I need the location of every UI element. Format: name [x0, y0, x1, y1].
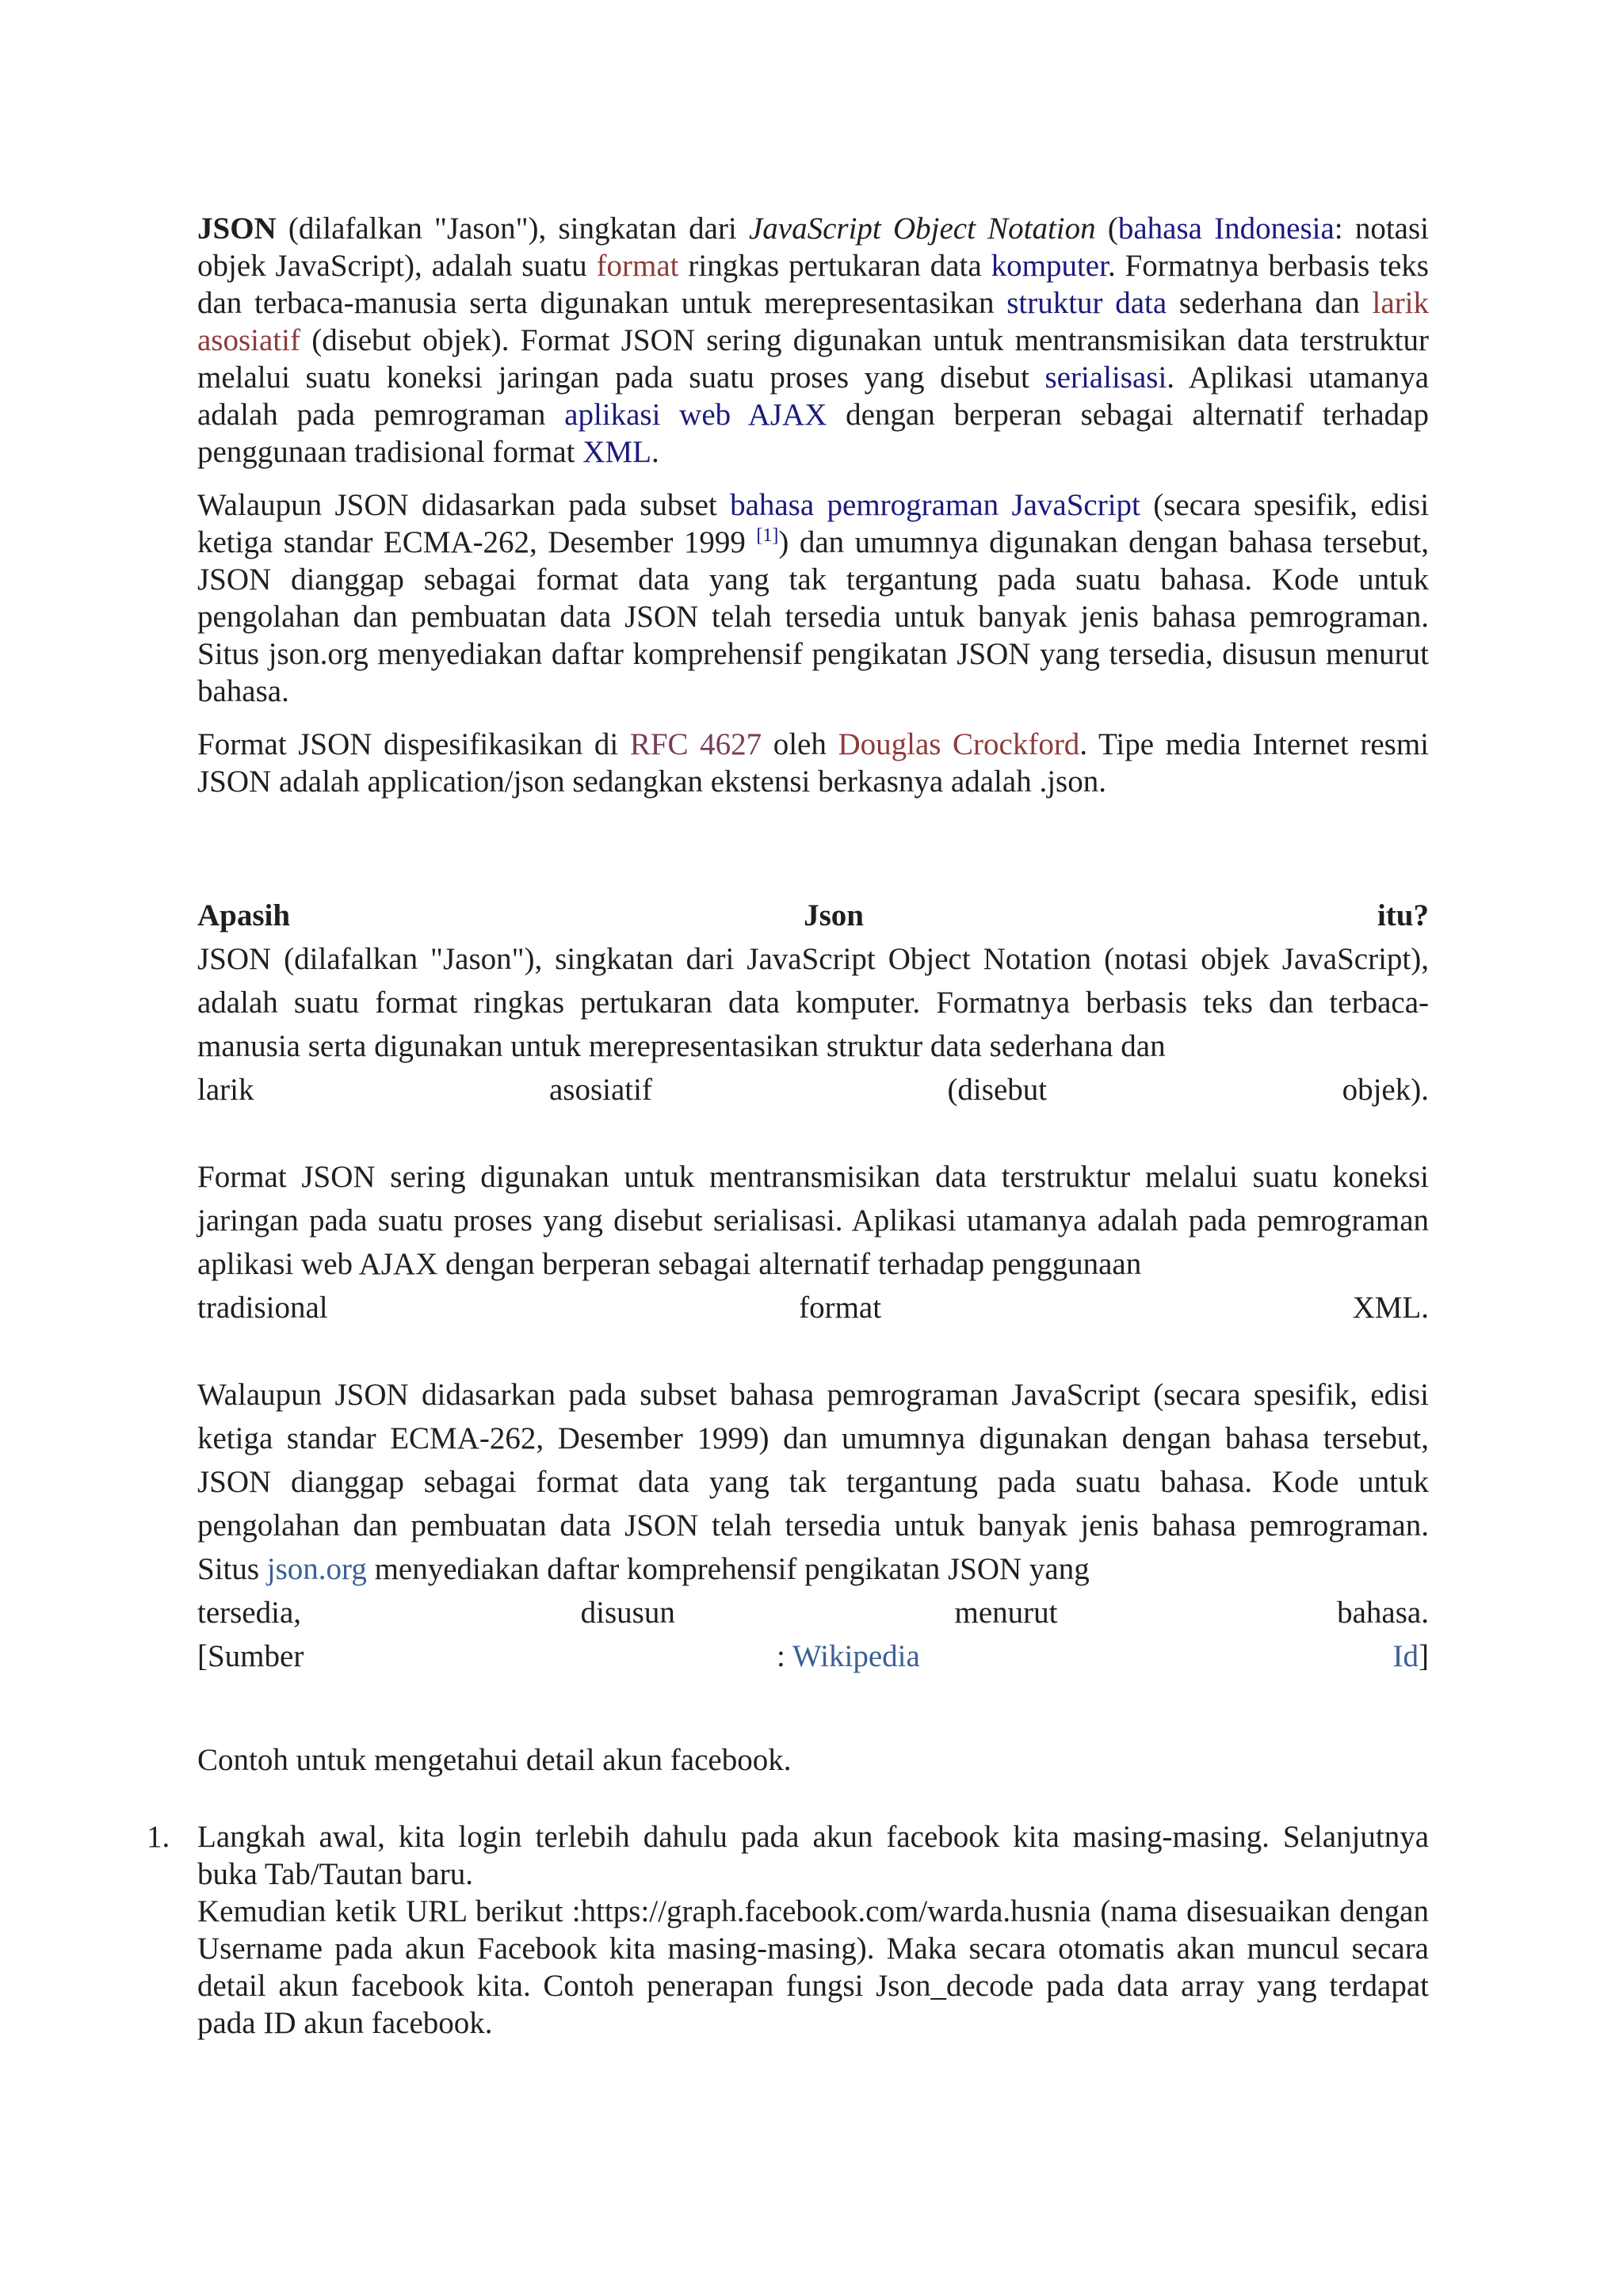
link-aplikasi-web-ajax[interactable]: aplikasi web AJAX [564, 398, 827, 432]
paragraph-json-spec: Format JSON dispesifikasikan di RFC 4627 oleh Douglas Crockford. Tipe media Internet resmi JSON adalah application/json sedangkan ekstensi berkasnya adalah .json. [197, 727, 1429, 799]
link-format[interactable]: format [596, 249, 679, 283]
link-serialisasi[interactable]: serialisasi [1044, 360, 1167, 395]
section-wikipedia-intro [197, 210, 1429, 800]
paragraph-json-definition-last-line: larik asosiatif (disebut objek). [197, 1073, 1429, 1107]
paragraph-json-subset: Walaupun JSON didasarkan pada subset bahasa pemrograman JavaScript (secara spesifik, edisi ketiga standar ECMA-262, Desember 1999 [1]) dan umumnya digunakan dengan bahasa tersebut, JSON dianggap sebagai format data yang tak tergantung pada suatu bahasa. Kode untuk pengolahan dan pembuatan data JSON telah tersedia untuk banyak jenis bahasa pemrograman. Situs json.org menyediakan daftar komprehensif pengikatan JSON yang tersedia, disusun menurut bahasa. [197, 488, 1430, 708]
term-json: JSON [197, 212, 277, 246]
link-larik-asosiatif[interactable]: larik asosiatif [197, 286, 1430, 357]
section-apasih-json [197, 894, 1429, 1678]
reference-1-link[interactable]: [1] [756, 525, 779, 546]
link-id[interactable]: Id [1392, 1639, 1419, 1673]
link-struktur-data[interactable]: struktur data [1006, 286, 1167, 320]
paragraph-json-transmission-last-line: tradisional format XML. [197, 1291, 1429, 1325]
step-url: Kemudian ketik URL berikut :https://graph.facebook.com/warda.husnia (nama disesuaikan dengan Username pada akun Facebook kita masing-masing). Maka secara otomatis akan muncul secara detail akun facebook kita. Contoh penerapan fungsi Json_decode pada data array yang terdapat pada ID akun facebook. [197, 1894, 1429, 2040]
paragraph-json-subset-last-line: tersedia, disusun menurut bahasa. [197, 1596, 1429, 1630]
section-heading: Apasih Json itu? [197, 898, 1429, 933]
link-javascript[interactable]: JavaScript [1011, 488, 1140, 522]
list-item [197, 1818, 1429, 2042]
link-xml[interactable]: XML [582, 435, 651, 469]
link-rfc-4627[interactable]: RFC 4627 [629, 727, 762, 761]
source-line: [Sumber : Wikipedia Id] [197, 1639, 1429, 1673]
example-intro: Contoh untuk mengetahui detail akun facebook. [197, 1743, 792, 1777]
link-bahasa-pemrograman[interactable]: bahasa pemrograman [730, 488, 999, 522]
link-bahasa-indonesia[interactable]: bahasa Indonesia [1117, 212, 1335, 246]
link-json-org[interactable]: json.org [266, 1552, 367, 1586]
term-javascript-object-notation: JavaScript Object Notation [748, 212, 1096, 246]
link-wikipedia[interactable]: Wikipedia [792, 1639, 920, 1673]
section-facebook-example [197, 1741, 1429, 1779]
step-login: Langkah awal, kita login terlebih dahulu pada akun facebook kita masing-masing. Selanjutnya buka Tab/Tautan baru. [197, 1820, 1429, 1891]
paragraph-json-transmission: Format JSON sering digunakan untuk mentransmisikan data terstruktur melalui suatu koneksi jaringan pada suatu proses yang disebut serialisasi. Aplikasi utamanya adalah pada pemrograman aplikasi web AJAX dengan berperan sebagai alternatif terhadap penggunaan [197, 1160, 1429, 1281]
link-douglas-crockford[interactable]: Douglas Crockford [838, 727, 1080, 761]
link-komputer[interactable]: komputer [991, 249, 1108, 283]
paragraph-json-definition-plain: JSON (dilafalkan "Jason"), singkatan dari JavaScript Object Notation (notasi objek JavaScript), adalah suatu format ringkas pertukaran data komputer. Formatnya berbasis teks dan terbaca-manusia serta digunakan untuk merepresentasikan struktur data sederhana dan [197, 942, 1429, 1063]
paragraph-json-definition: JSON (dilafalkan "Jason"), singkatan dari JavaScript Object Notation (bahasa Indonesia: notasi objek JavaScript), adalah suatu format ringkas pertukaran data komputer. Formatnya berbasis teks dan terbaca-manusia serta digunakan untuk merepresentasikan struktur data sederhana dan larik asosiatif (disebut objek). Format JSON sering digunakan untuk mentransmisikan data terstruktur melalui suatu koneksi jaringan pada suatu proses yang disebut serialisasi. Aplikasi utamanya adalah pada pemrograman aplikasi web AJAX dengan berperan sebagai alternatif terhadap penggunaan tradisional format XML. [197, 212, 1430, 469]
list-number: 1. [147, 1820, 170, 1854]
paragraph-json-subset-plain: Walaupun JSON didasarkan pada subset bahasa pemrograman JavaScript (secara spesifik, edisi ketiga standar ECMA-262, Desember 1999) dan umumnya digunakan dengan bahasa tersebut, JSON dianggap sebagai format data yang tak tergantung pada suatu bahasa. Kode untuk pengolahan dan pembuatan data JSON telah tersedia untuk banyak jenis bahasa pemrograman. Situs json.org menyediakan daftar komprehensif pengikatan JSON yang [197, 1378, 1429, 1586]
